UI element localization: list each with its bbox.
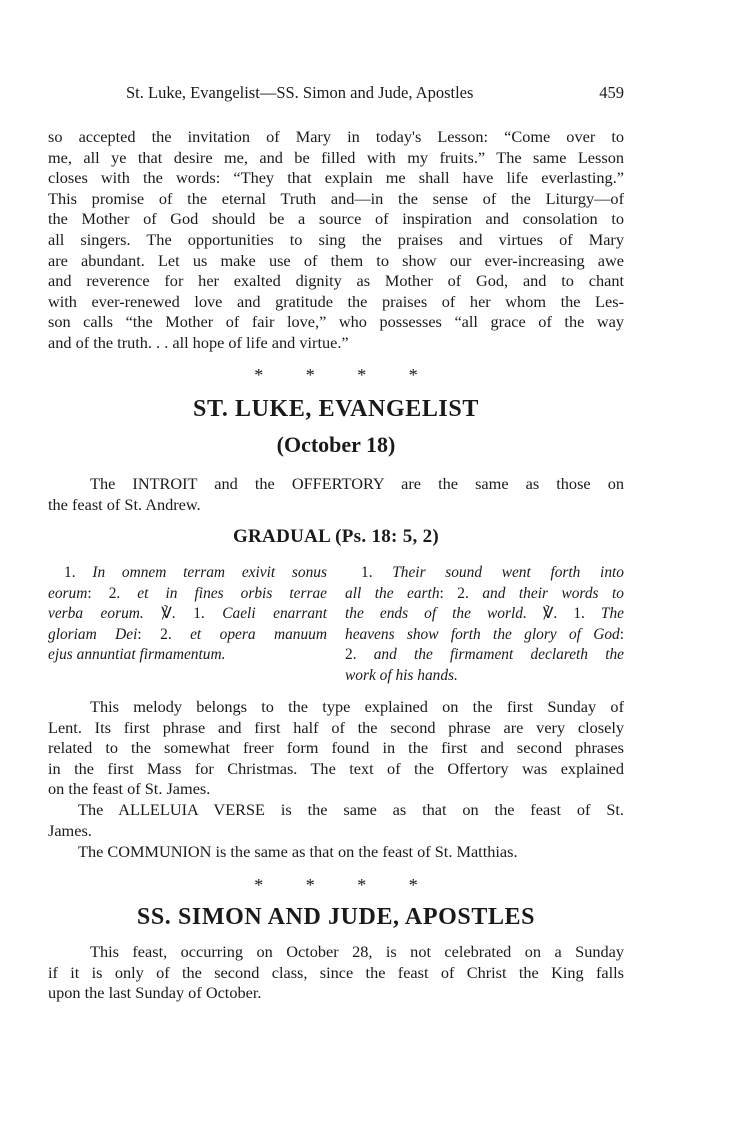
text-line: and of the truth. . . all hope of life and virtue.” [48, 332, 349, 352]
text-line: and reverence for her exalted dignity as Mother of God, and to chant [48, 271, 624, 291]
page-number: 459 [599, 83, 624, 102]
text-line: Lent. Its first phrase and first half of the second phrase are very closely [48, 717, 624, 737]
text-line: This melody belongs to the type explained on the first Sunday of [90, 697, 624, 716]
running-head-title: St. Luke, Evangelist—SS. Simon and Jude, Apostles [126, 83, 474, 102]
latin-line: gloriam Dei: 2. et opera manuum [48, 625, 327, 643]
gradual-latin-column [48, 563, 327, 666]
text-line: This feast, occurring on October 28, is not celebrated on a Sunday [90, 942, 624, 961]
running-head [48, 83, 624, 105]
text-line: This promise of the eternal Truth and—in the sense of the Liturgy—of [48, 188, 624, 208]
section-title-luke: ST. LUKE, EVANGELIST [193, 396, 479, 422]
text-line: The COMMUNION is the same as that on the feast of St. Matthias. [78, 842, 518, 861]
gradual-heading: GRADUAL (Ps. 18: 5, 2) [232, 526, 440, 547]
text-line: The ALLELUIA VERSE is the same as that on the feast of St. [78, 800, 624, 819]
text-line: me, all ye that desire me, and be filled with my fruits.” The same Lesson [48, 147, 624, 167]
section-title-simon-jude: SS. SIMON AND JUDE, APOSTLES [136, 904, 536, 930]
introit-offertory-note [48, 474, 624, 515]
text-line: James. [48, 820, 92, 840]
english-line: 1. Their sound went forth into [361, 564, 624, 581]
text-line: all singers. The opportunities to sing the praises and virtues of Mary [48, 229, 624, 249]
melody-paragraph [48, 697, 624, 800]
simon-jude-paragraph [48, 942, 624, 1004]
alleluia-paragraph [48, 800, 624, 841]
english-line: heavens show forth the glory of God: [345, 625, 624, 643]
text-line: upon the last Sunday of October. [48, 983, 262, 1003]
text-line: so accepted the invitation of Mary in today's Lesson: “Come over to [48, 127, 624, 146]
english-line: all the earth: 2. and their words to [345, 584, 624, 602]
section-date-luke: (October 18) [276, 432, 396, 457]
text-line: son calls “the Mother of fair love,” who possesses “all grace of the way [48, 312, 624, 332]
gradual-english-column [345, 563, 624, 687]
english-line: 2. and the firmament declareth the [345, 646, 624, 664]
text-line: the feast of St. Andrew. [48, 494, 201, 514]
text-line: in the first Mass for Christmas. The text of the Offertory was explained [48, 758, 624, 778]
latin-line: ejus annuntiat firmamentum. [48, 646, 226, 664]
text-line: related to the somewhat freer form found in the first and second phrases [48, 738, 624, 758]
text-line: if it is only of the second class, since the feast of Christ the King falls [48, 962, 624, 982]
text-line: on the feast of St. James. [48, 779, 211, 799]
latin-line: 1. In omnem terram exivit sonus [64, 564, 327, 581]
section-separator: * * * * [254, 875, 418, 895]
text-line: The INTROIT and the OFFERTORY are the same as those on [90, 474, 624, 493]
section-separator: * * * * [254, 365, 418, 385]
latin-line: eorum: 2. et in fines orbis terrae [48, 584, 327, 602]
text-line: the Mother of God should be a source of inspiration and consolation to [48, 209, 624, 229]
english-line: the ends of the world. ℣. 1. The [345, 605, 625, 623]
latin-line: verba eorum. ℣. 1. Caeli enarrant [48, 605, 327, 623]
text-line: closes with the words: “They that explain me shall have life everlasting.” [48, 168, 624, 188]
text-line: are abundant. Let us make use of them to show our ever-increasing awe [48, 250, 624, 270]
communion-paragraph [48, 842, 624, 863]
intro-paragraph [48, 127, 624, 354]
english-line: work of his hands. [345, 666, 458, 684]
text-line: with ever-renewed love and gratitude the praises of her whom the Les- [48, 291, 624, 311]
